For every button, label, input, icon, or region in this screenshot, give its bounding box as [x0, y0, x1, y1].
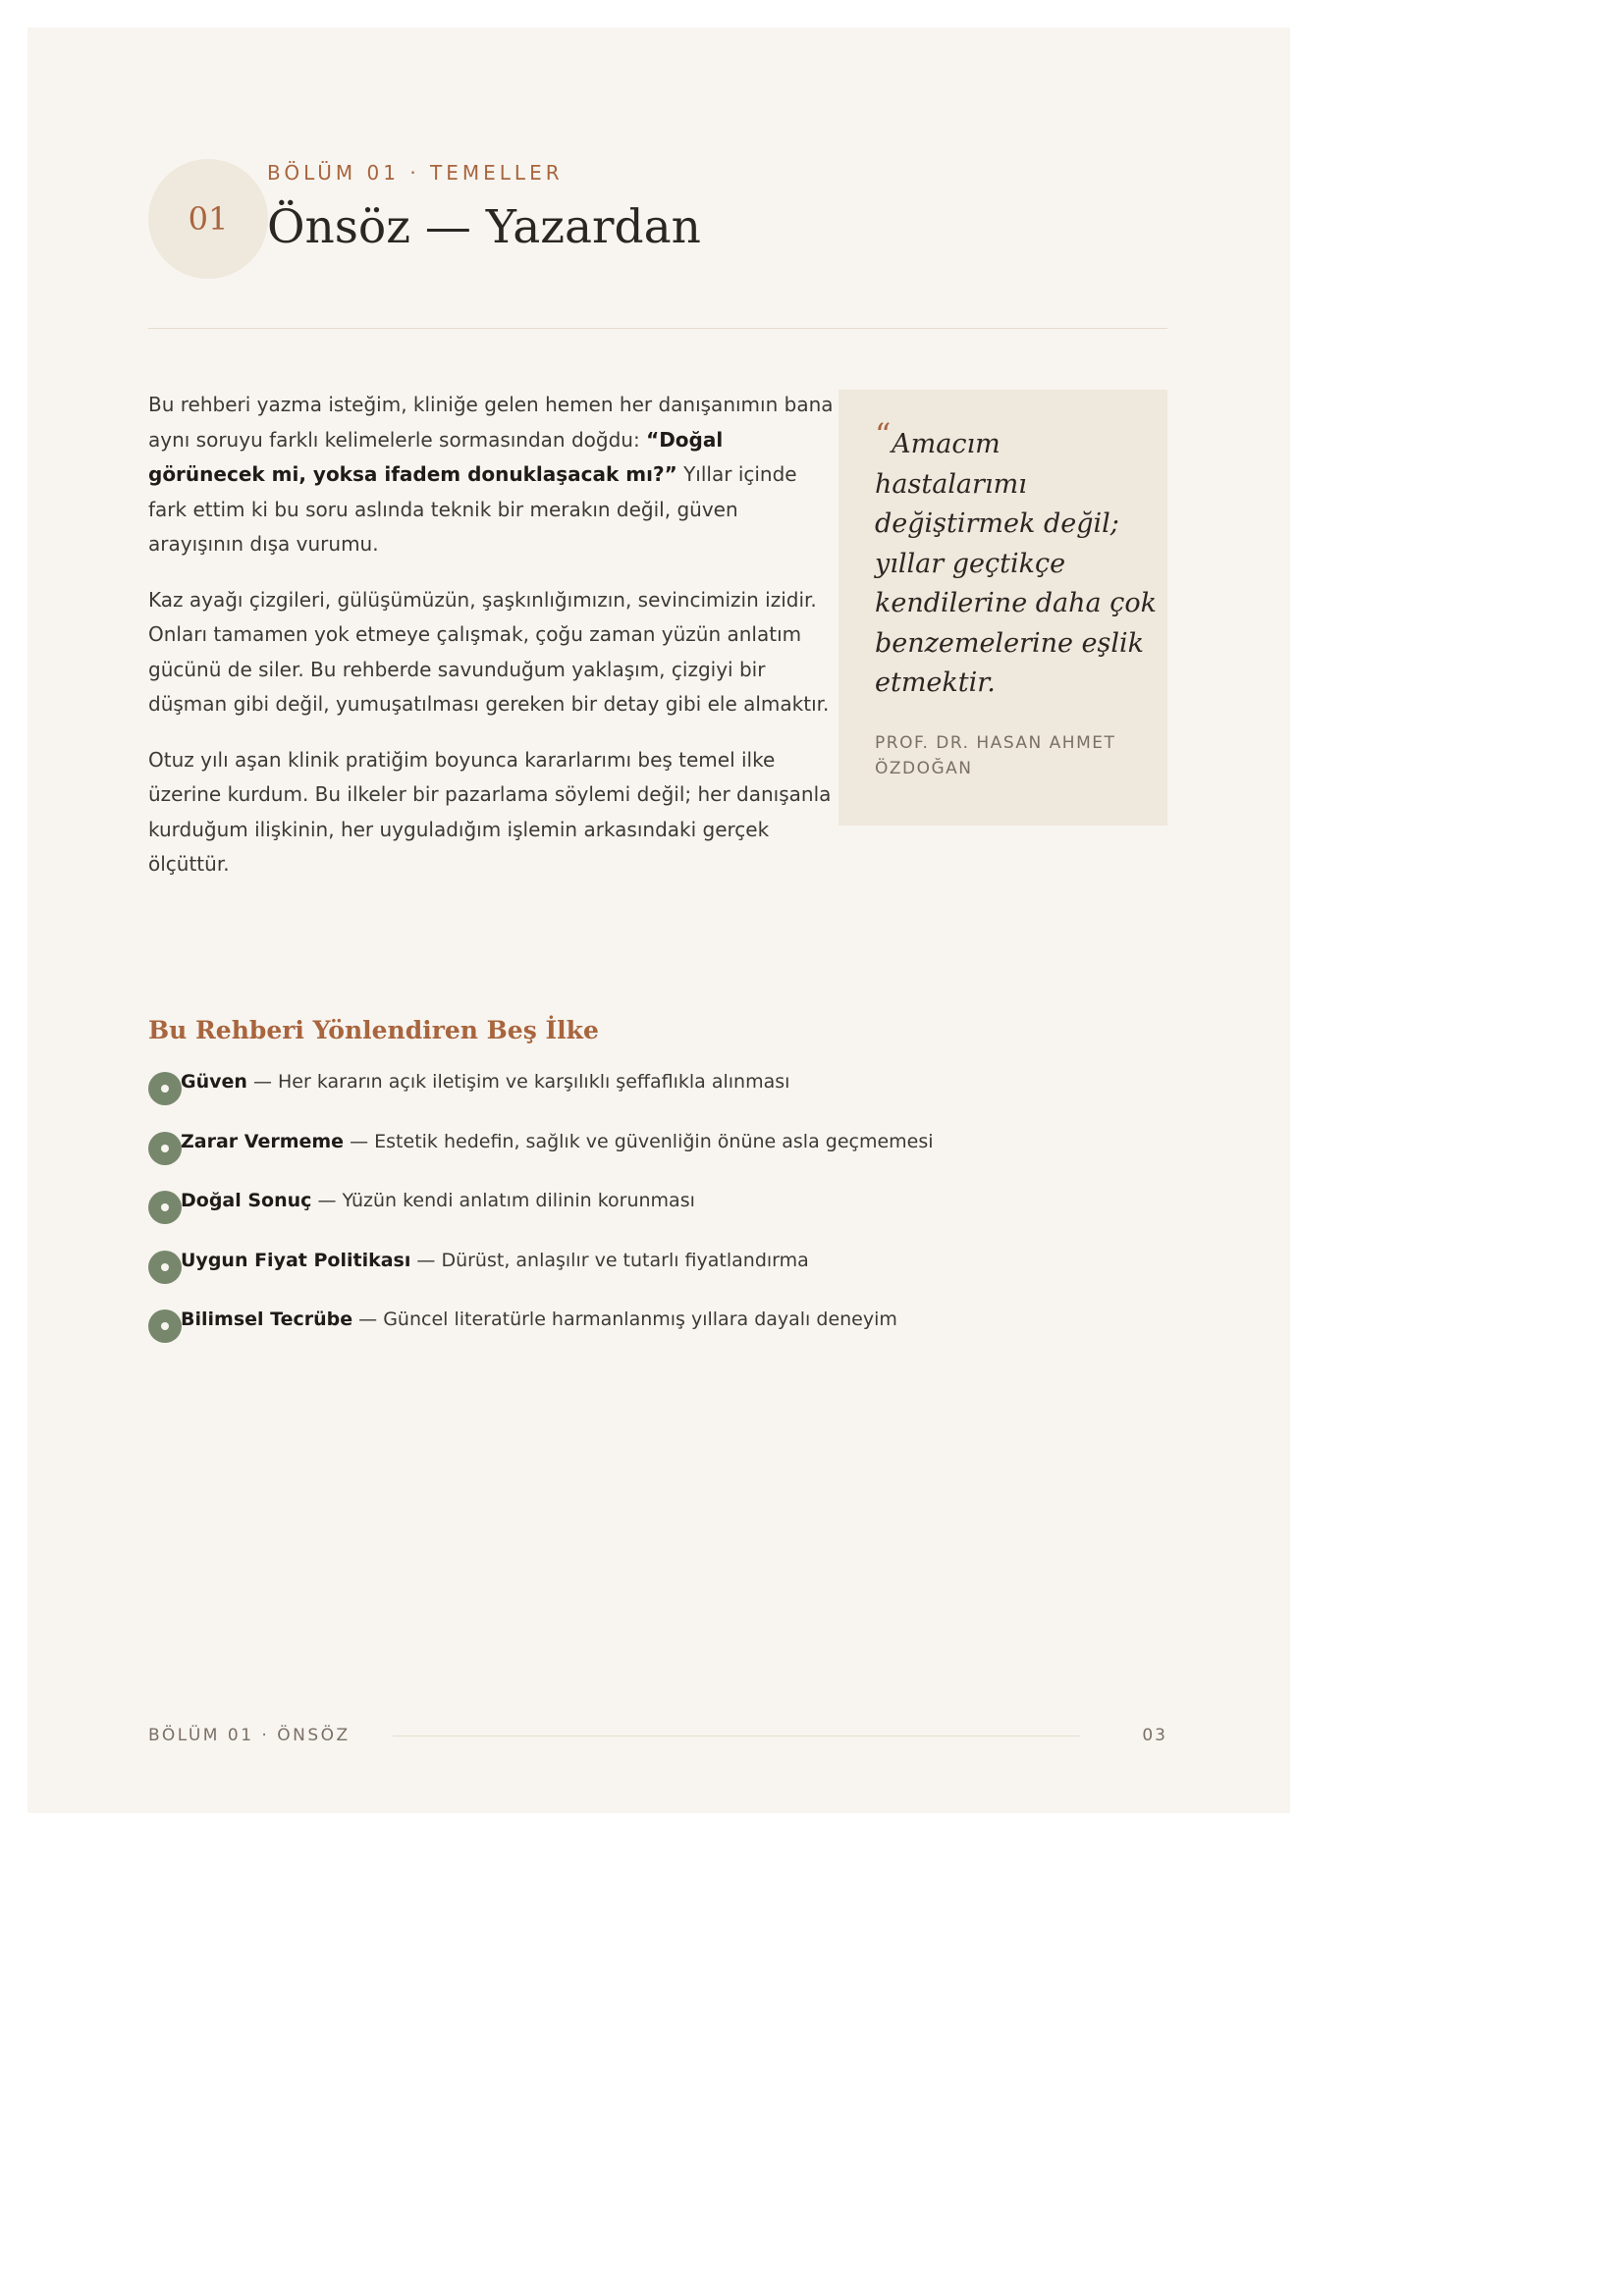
principle-name: Uygun Fiyat Politikası: [181, 1249, 411, 1271]
circle-bullet-icon: [148, 1309, 182, 1343]
paragraph-1: [148, 388, 836, 562]
header-divider: [148, 328, 1167, 329]
principles-list: [148, 1062, 1228, 1360]
circle-bullet-icon: [148, 1072, 182, 1105]
circle-bullet-icon: [148, 1191, 182, 1224]
principle-description: — Dürüst, anlaşılır ve tutarlı fiyatlandırma: [410, 1249, 809, 1271]
quote-mark-icon: “: [875, 416, 892, 454]
paragraph-1-question: “Doğal görünecek mi, yoksa ifadem donuklaşacak mı?”: [148, 427, 724, 486]
principle-name: Güven: [181, 1071, 247, 1093]
list-item: [148, 1300, 1228, 1360]
principles-heading: Bu Rehberi Yönlendiren Beş İlke: [148, 1016, 599, 1044]
footer-divider: [393, 1735, 1080, 1736]
principle-description: — Estetik hedefin, sağlık ve güvenliğin önüne asla geçmemesi: [344, 1130, 934, 1152]
quote-author: PROF. DR. HASAN AHMET ÖZDOĞAN: [875, 733, 1116, 778]
intro-text: [148, 388, 836, 903]
chapter-badge: [148, 159, 268, 279]
principle-text: [181, 1070, 789, 1094]
list-item: [148, 1241, 1228, 1301]
principle-name: Zarar Vermeme: [181, 1130, 345, 1152]
principle-text: [181, 1308, 897, 1331]
principle-text: [181, 1189, 695, 1212]
principle-text: [181, 1130, 934, 1153]
circle-bullet-icon: [148, 1132, 182, 1165]
page-number: 03: [1142, 1726, 1167, 1745]
list-item: [148, 1062, 1228, 1122]
footer-section-label: BÖLÜM 01 · ÖNSÖZ: [148, 1726, 351, 1745]
paragraph-3: Otuz yılı aşan klinik pratiğim boyunca kararlarımı beş temel ilke üzerine kurdum. Bu ilkeler bir pazarlama söylemi değil; her danışanla kurduğum ilişkinin, her uyguladığım işlemin arkasındaki gerçek ölçüttür.: [148, 747, 832, 876]
paragraph-1-lead: Bu rehberi yazma isteğim, kliniğe gelen hemen her danışanımın bana aynı soruyu farklı kelimelerle sormasından doğdu:: [148, 393, 834, 452]
principle-name: Doğal Sonuç: [181, 1190, 312, 1211]
list-item: [148, 1181, 1228, 1241]
page-title: Önsöz — Yazardan: [267, 200, 701, 254]
principle-description: — Güncel literatürle harmanlanmış yıllara dayalı deneyim: [352, 1308, 897, 1330]
circle-bullet-icon: [148, 1251, 182, 1284]
document-page: [27, 27, 1290, 1813]
list-item: [148, 1122, 1228, 1182]
quote-body: Amacım hastalarımı değiştirmek değil; yıllar geçtikçe kendilerine daha çok benzemelerine eşlik etmektir.: [875, 429, 1157, 698]
quote-text: [875, 425, 1160, 704]
pull-quote: [839, 390, 1167, 826]
paragraph-2: Kaz ayağı çizgileri, gülüşümüzün, şaşkınlığımızın, sevincimizin izidir. Onları tamamen yok etmeye çalışmak, çoğu zaman yüzün anlatım gücünü de siler. Bu rehberde savunduğum yaklaşım, çizgiyi bir düşman gibi değil, yumuşatılması gereken bir detay gibi ele almaktır.: [148, 587, 830, 716]
chapter-kicker: BÖLÜM 01 · TEMELLER: [267, 161, 564, 185]
principle-name: Bilimsel Tecrübe: [181, 1308, 353, 1330]
chapter-number: 01: [188, 200, 229, 238]
paragraph-1-tail: Yıllar içinde fark ettim ki bu soru aslında teknik bir merakın değil, güven arayışının dışa vurumu.: [148, 462, 797, 556]
principle-description: — Yüzün kendi anlatım dilinin korunması: [311, 1190, 695, 1211]
principle-text: [181, 1249, 809, 1272]
principle-description: — Her kararın açık iletişim ve karşılıklı şeffaflıkla alınması: [246, 1071, 790, 1093]
